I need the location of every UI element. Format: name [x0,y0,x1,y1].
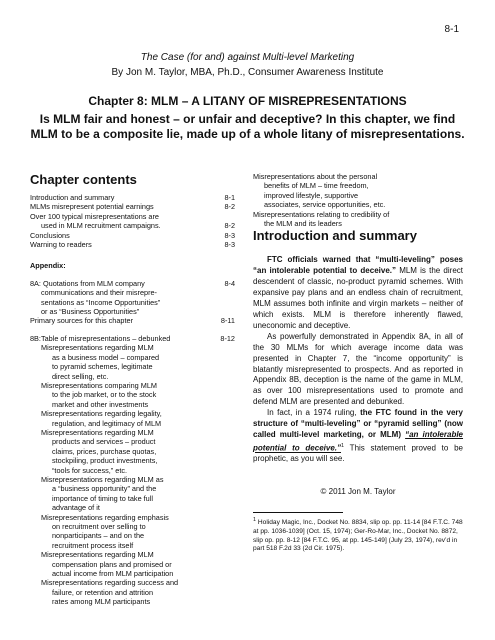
toc-entry-text: Introduction and summary [30,193,115,202]
misrep-line: Misrepresentations relating to credibility of [253,209,390,219]
footnote-marker: 1 [253,517,257,524]
footnote [253,516,463,554]
toc-entry [30,307,235,316]
misrep-line: Misrepresentations about the personal [253,172,378,181]
toc-entry[interactable] [30,334,235,343]
toc-entry-page: 8-12 [220,333,235,343]
misrep-line: Misrepresentations regarding MLM [41,427,154,437]
toc-entry-text: Over 100 typical misrepresentations are [30,211,159,221]
intro-text: In fact, in a 1974 ruling, [267,408,361,418]
intro-text: MLM is the direct descendent of classic, no-product pyramid schemes. With expansive pay plans and an endless chain of recruitment, MLM assumes both infinite and virgin markets – neither of which exists. MLM is therefore inherently flawed, uneconomic and deceptive. [253,266,463,330]
toc-entry-text: sentations as “Income Opportunities” [41,297,161,307]
appendix-label: Appendix: [30,261,66,271]
toc-entry[interactable] [30,221,235,230]
running-header [40,50,455,80]
misrep-line: Misrepresentations comparing MLM [41,380,157,390]
misrep-line: Misrepresentations regarding success and [41,578,179,588]
misrep-line: advantage of it [52,503,100,513]
contents-heading: Chapter contents [30,172,137,187]
toc-entry-page: 8-1 [224,193,235,202]
misrep-line: importance of timing to take full [52,493,153,503]
chapter-heading [30,94,465,142]
intro-body [253,255,463,465]
toc-entry-page: 8-2 [224,202,235,212]
misrep-line: to the job market, or to the stock [52,390,157,400]
toc-entry[interactable] [30,212,235,221]
misrep-line: products and services – product [52,437,156,447]
misrepresentation-list-continued [253,172,463,228]
toc-entry-page: 8-3 [224,230,235,240]
toc-entry-page: 8-4 [224,278,235,288]
misrep-line: nonparticipants – and on the [52,531,145,541]
misrep-line: actual income from MLM participation [52,569,174,579]
misrep-line: Misrepresentations regarding MLM as [41,474,164,484]
intro-paragraph: As powerfully demonstrated in Appendix 8A, in all of the 30 MLMs for which average income data was presented in Chapter 7, the “income opportunity” is blatantly misrepresented to prospects. And as reported in Appendix 8B, deception is the name of the game in MLM, as over 100 misrepresentations used to promote and defend MLM are presented and debunked. [253,331,463,407]
toc-entry [30,288,235,297]
toc-entry[interactable] [30,316,235,325]
intro-paragraph [253,408,463,465]
footnote-ref[interactable]: 1 [341,442,345,449]
toc-entry-text: used in MLM recruitment campaigns. [41,221,161,231]
misrep-line: direct selling, etc. [52,371,109,381]
toc-entry-page: 8-11 [220,316,235,326]
misrep-line: Misrepresentations regarding MLM [41,550,154,560]
misrep-line: rates among MLM participants [52,597,151,607]
left-column [30,172,235,607]
page-number: 8-1 [444,24,459,35]
misrep-line: a “business opportunity” and the [52,484,157,494]
toc-entry-page: 8-3 [224,240,235,250]
ftc-finding: the FTC found in the very structure of “multi-leveling” or “pyramid selling” (now called multi-level marketing, or MLM) [253,408,463,439]
misrep-line: Misrepresentations regarding legality, [41,409,162,419]
intro-text: This statement proved to be prophetic, as you will see. [253,443,464,464]
ftc-quote: “an intolerable potential to deceive.” [253,429,464,453]
misrep-line: on recruitment over selling to [52,522,146,531]
misrep-line: Misrepresentations regarding emphasis [41,512,169,522]
misrep-line: to pyramid schemes, legitimate [52,362,153,372]
toc-entry [30,298,235,307]
chapter-subtitle: Is MLM fair and honest – or unfair and deceptive? In this chapter, we find MLM to be a composite lie, made up of a whole litany of misrepresentations. [30,112,465,141]
footnote-divider [253,512,343,513]
misrep-line: improved lifestyle, supportive [264,190,359,200]
misrep-line: as a business model – compared [52,352,160,362]
misrep-line: recruitment process itself [52,540,134,550]
intro-heading: Introduction and summary [253,228,417,244]
table-of-contents [30,193,235,607]
misrep-line: failure, or retention and attrition [52,587,153,597]
toc-entry-text: Warning to readers [30,240,92,250]
toc-entry-text: Conclusions [30,230,70,240]
toc-entry[interactable] [30,231,235,240]
toc-entry-page: 8-2 [224,221,235,231]
toc-entry[interactable] [30,279,235,288]
author-line: By Jon M. Taylor, MBA, Ph.D., Consumer Awareness Institute [111,67,384,78]
misrep-line: the MLM and its leaders [264,219,342,229]
misrep-line: market and other investments [52,399,149,409]
footnote-text: Holiday Magic, Inc., Docket No. 8834, slip op. pp. 11-14 [84 F.T.C. 748 at pp. 1036-1039] (Oct. 15, 1974); Ger-Ro-Mar, Inc., Docket No. 8872, slip op. pp. 8-12 [84 F.T.C. 95, at pp. 145-149] (July 23, 1974), rev’d in part 518 F.2d 33 (2d Cir. 1975). [253,519,463,553]
toc-entry-text: Primary sources for this chapter [30,316,134,326]
copyright: © 2011 Jon M. Taylor [320,487,396,497]
book-title: The Case (for and) against Multi-level Marketing [140,52,355,63]
toc-entry[interactable] [30,240,235,249]
toc-entry[interactable] [30,193,235,202]
toc-entry-text: 8A: Quotations from MLM company [30,278,145,288]
misrep-line: “tools for success,” etc. [52,465,128,475]
misrepresentation-list [30,343,235,606]
chapter-title: Chapter 8: MLM – A LITANY OF MISREPRESENTATIONS [88,94,407,108]
toc-entry[interactable] [30,202,235,211]
misrep-line: associates, service opportunities, etc. [264,200,386,210]
misrep-line: stockpiling, product investments, [52,456,158,466]
toc-entry-text: communications and their misrepre- [41,288,157,298]
toc-entry-text: MLMs misrepresent potential earnings [30,202,154,212]
misrep-line: claims, prices, purchase quotas, [52,446,157,456]
misrep-line: compensation plans and promised or [52,559,172,569]
right-column [253,172,463,554]
misrep-line: benefits of MLM – time freedom, [264,181,369,191]
intro-paragraph [253,255,463,331]
intro-lead: FTC officials warned that “multi-leveling” poses “an intolerable potential to deceive.” [253,255,463,276]
toc-entry-text: or as “Business Opportunities” [41,307,140,317]
misrep-line: regulation, and legitimacy of MLM [52,418,162,428]
toc-entry-text: 8B:Table of misrepresentations – debunked [30,333,171,343]
misrep-line: Misrepresentations regarding MLM [41,343,154,353]
